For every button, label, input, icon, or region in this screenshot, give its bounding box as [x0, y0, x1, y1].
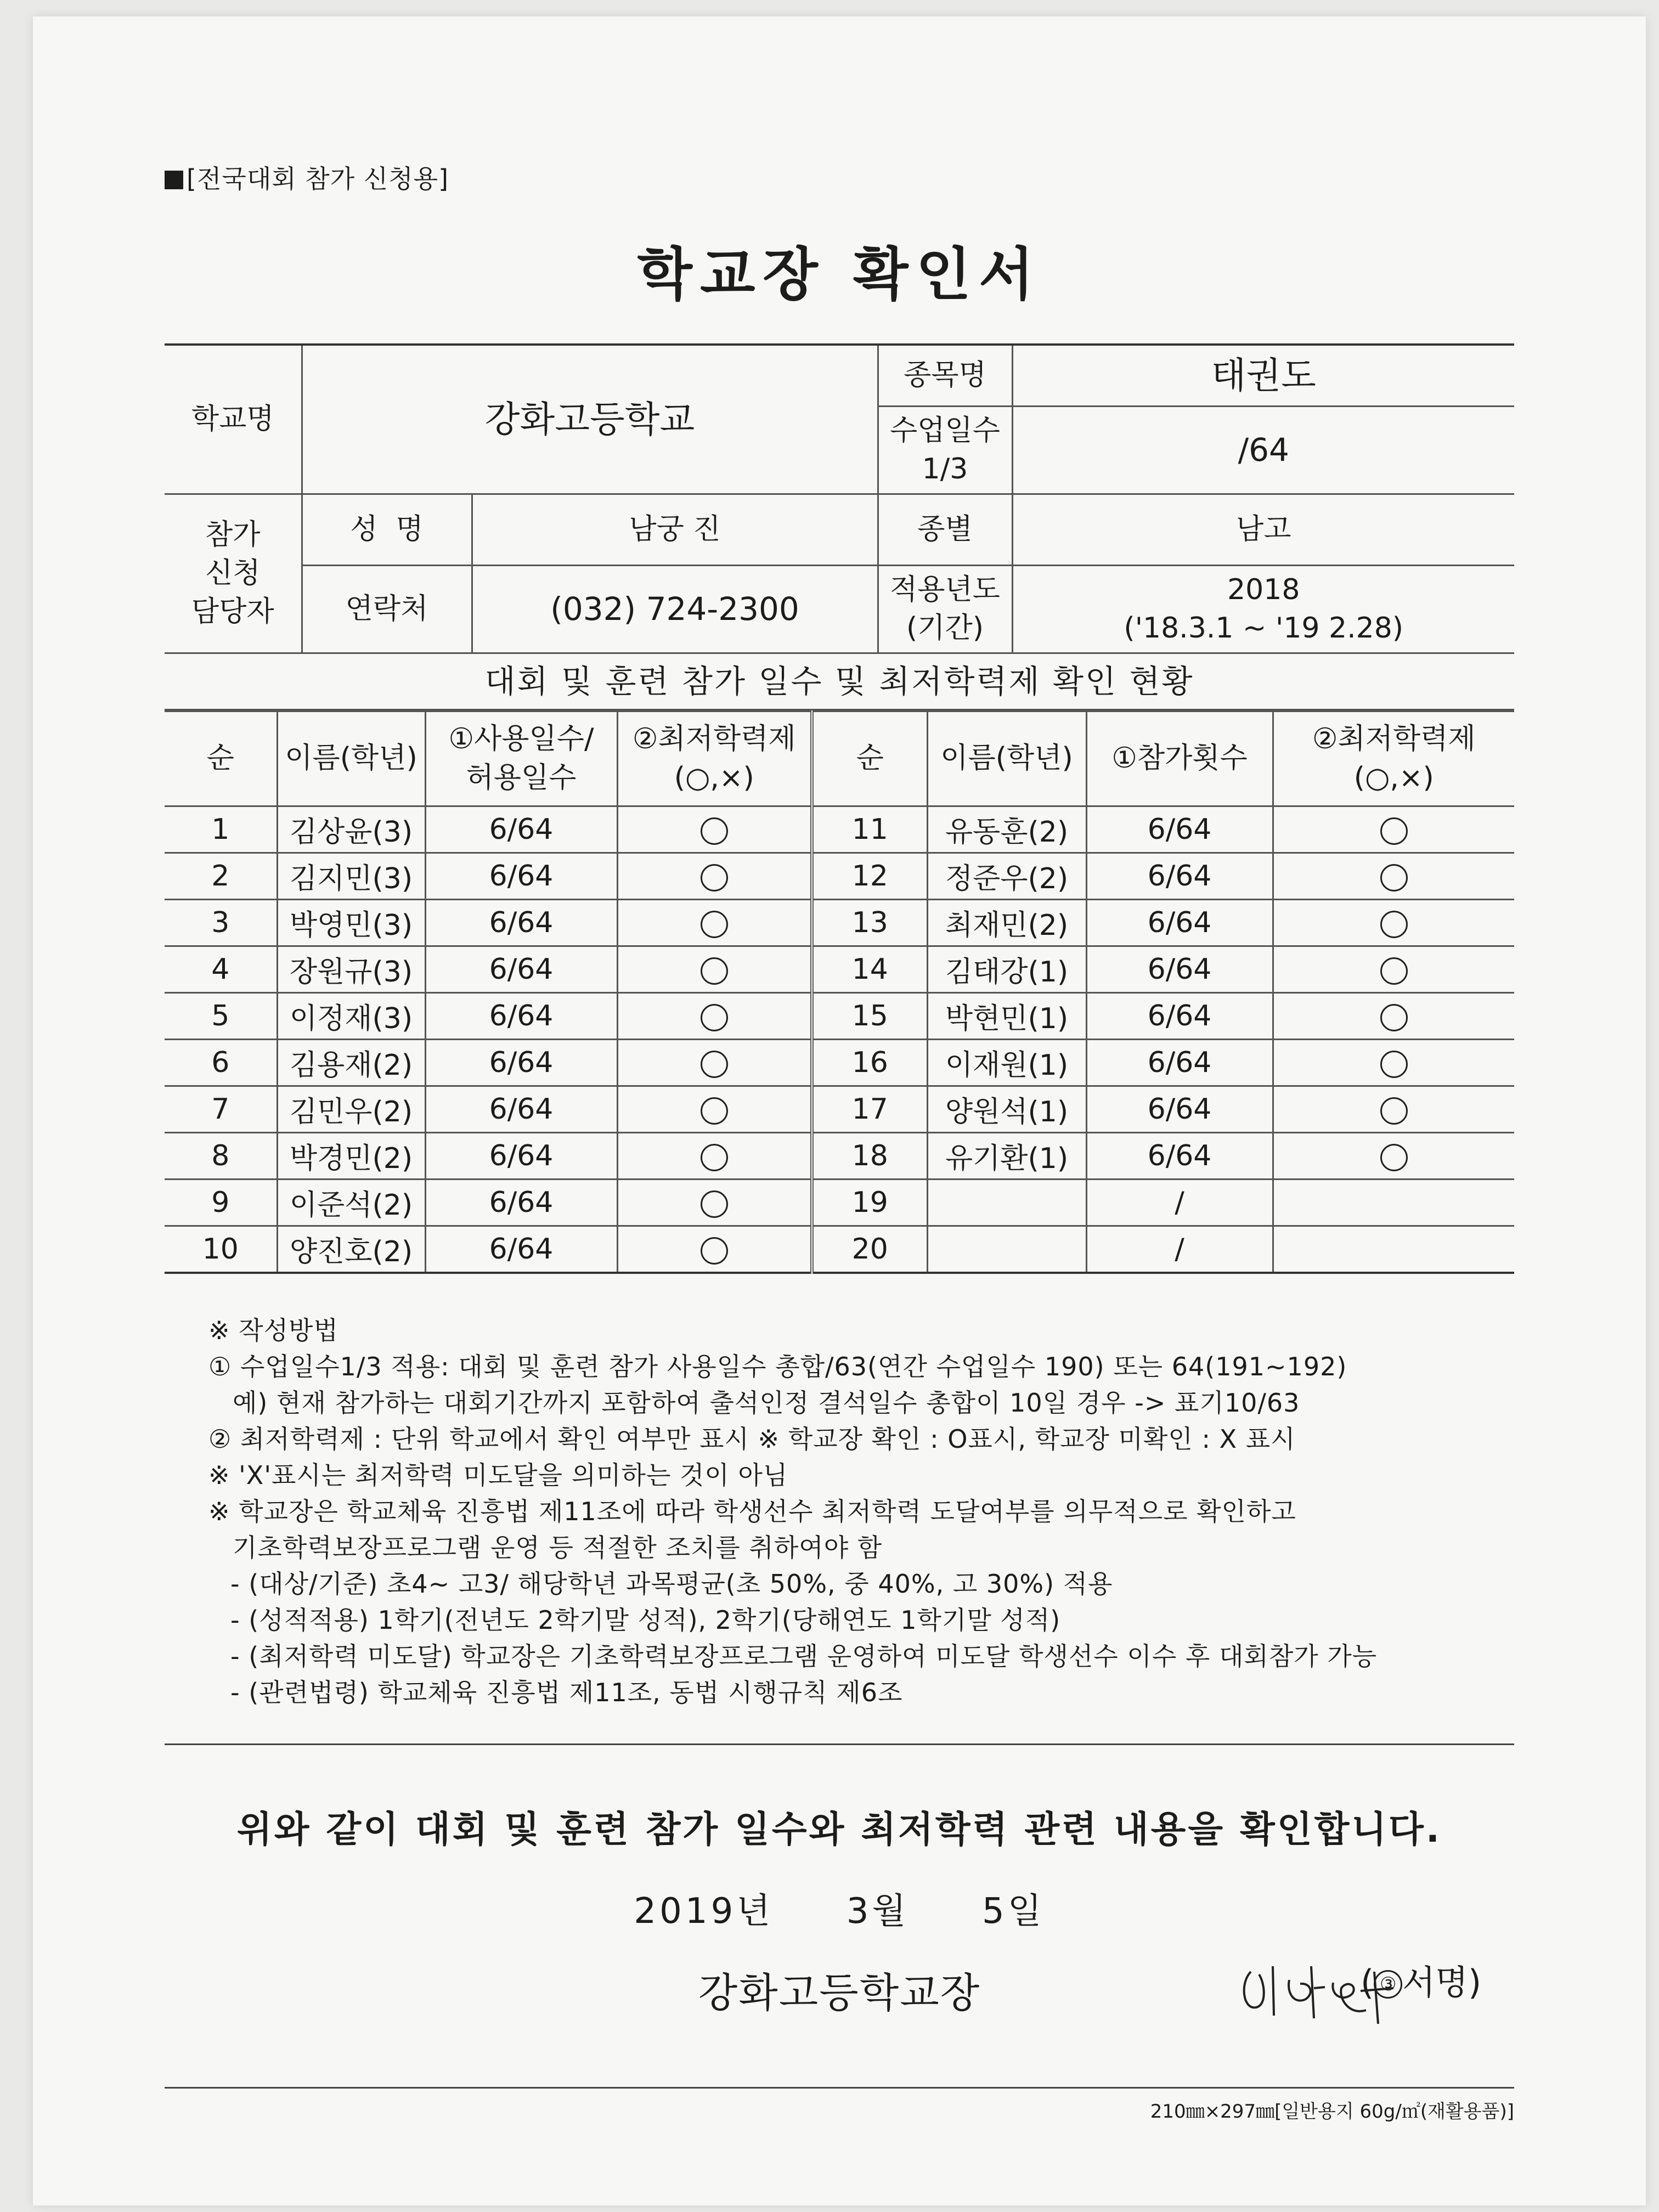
row-days: 6/64: [1086, 1039, 1273, 1086]
row-no: 5: [165, 992, 277, 1039]
row-days: 6/64: [425, 1179, 617, 1226]
row-days: /: [1086, 1226, 1273, 1273]
note-line: - (대상/기준) 초4~ 고3/ 해당학년 과목평균(초 50%, 중 40%, 고 30%) 적용: [230, 1568, 1113, 1599]
days-value: /64: [1012, 406, 1514, 494]
row-no: 13: [812, 899, 927, 946]
year-value-line2: ('18.3.1 ~ '19 2.28): [1124, 612, 1404, 645]
row-days: 6/64: [425, 1132, 617, 1179]
row-days: 6/64: [425, 899, 617, 946]
row-name: 김용재(2): [277, 1039, 425, 1086]
row-no: 6: [165, 1039, 277, 1086]
note-line: 기초학력보장프로그램 운영 등 적절한 조치를 취하여야 함: [233, 1532, 883, 1562]
status-table: [165, 710, 1514, 1274]
header-no-right: 순: [812, 711, 927, 806]
row-name: 김상윤(3): [277, 806, 425, 853]
row-check: [1273, 1179, 1514, 1226]
row-name: 김태강(1): [927, 946, 1086, 992]
form-tag-text: [전국대회 참가 신청용]: [187, 164, 449, 194]
row-check: [617, 946, 812, 992]
row-days: 6/64: [425, 1226, 617, 1273]
row-days: 6/64: [1086, 946, 1273, 992]
note-line: ※ 학교장은 학교체육 진흥법 제11조에 따라 학생선수 최저학력 도달여부를 의무적으로 확인하고: [208, 1496, 1296, 1526]
header-academic-left: [617, 711, 812, 806]
header-name-left: 이름(학년): [277, 711, 425, 806]
row-check: [1273, 1132, 1514, 1179]
row-name: 최재민(2): [927, 899, 1086, 946]
gender-label: 종별: [878, 494, 1012, 565]
footer-divider: [165, 2087, 1514, 2089]
row-no: 20: [812, 1226, 927, 1273]
row-days: 6/64: [1086, 1132, 1273, 1179]
principal-signature-block: [165, 1950, 1514, 2027]
circle-mark-icon: [1380, 1051, 1408, 1078]
contact-label: 연락처: [302, 565, 472, 653]
row-name: 박경민(2): [277, 1132, 425, 1179]
school-value: 강화고등학교: [302, 345, 878, 494]
form-tag: [165, 159, 1514, 195]
note-line: ② 최저학력제 : 단위 학교에서 확인 여부만 표시 ※ 학교장 확인 : O표시, 학교장 미확인 : X 표시: [208, 1424, 1296, 1454]
days-label-line1: 수업일수: [890, 414, 1000, 447]
row-no: 4: [165, 946, 277, 992]
header-name-right: 이름(학년): [927, 711, 1086, 806]
days-label: [878, 406, 1012, 494]
row-no: 14: [812, 946, 927, 992]
row-days: 6/64: [425, 1086, 617, 1132]
row-check: [617, 806, 812, 853]
row-no: 10: [165, 1226, 277, 1273]
row-check: [1273, 899, 1514, 946]
row-check: [617, 853, 812, 899]
row-no: 18: [812, 1132, 927, 1179]
header-count-right: ①참가횟수: [1086, 711, 1273, 806]
row-days: 6/64: [1086, 1086, 1273, 1132]
row-name: 장원규(3): [277, 946, 425, 992]
row-name: 양진호(2): [277, 1226, 425, 1273]
header-days-left-line1: ①사용일수/: [448, 723, 594, 756]
row-check: [1273, 806, 1514, 853]
row-no: 11: [812, 806, 927, 853]
school-label: 학교명: [165, 345, 302, 494]
notes-heading: ※ 작성방법: [208, 1315, 338, 1345]
circle-mark-icon: [701, 817, 728, 845]
row-no: 2: [165, 853, 277, 899]
circle-mark-icon: [701, 864, 728, 891]
row-no: 17: [812, 1086, 927, 1132]
sport-label: 종목명: [878, 345, 1012, 406]
note-line: - (최저학력 미도달) 학교장은 기초학력보장프로그램 운영하여 미도달 학생선수 이수 후 대회참가 가능: [230, 1641, 1378, 1671]
applicant-label-line3: 담당자: [191, 595, 274, 629]
row-check: [617, 1039, 812, 1086]
row-check: [617, 992, 812, 1039]
row-days: 6/64: [1086, 992, 1273, 1039]
sign-number: ③: [1374, 1970, 1402, 1999]
row-no: 12: [812, 853, 927, 899]
header-academic-left-line1: ②최저학력제: [632, 723, 796, 756]
table-row: [165, 1086, 1514, 1132]
row-no: 9: [165, 1179, 277, 1226]
table-row: [165, 1226, 1514, 1273]
row-name: 박영민(3): [277, 899, 425, 946]
applicant-label-line1: 참가: [205, 518, 261, 551]
row-name: 박현민(1): [927, 992, 1086, 1039]
circle-mark-icon: [1380, 1144, 1408, 1171]
applicant-label: [165, 494, 302, 653]
row-no: 16: [812, 1039, 927, 1086]
table-row: [165, 806, 1514, 853]
row-check: [617, 1179, 812, 1226]
document-sheet: [33, 16, 1646, 2205]
sport-value: 태권도: [1012, 345, 1514, 406]
table-row: [165, 1132, 1514, 1179]
sign-mark: [1361, 1955, 1481, 2004]
row-name: 김민우(2): [277, 1086, 425, 1132]
row-name: 김지민(3): [277, 853, 425, 899]
row-name: 양원석(1): [927, 1086, 1086, 1132]
header-academic-right-line2: (○,×): [1353, 761, 1434, 794]
gender-value: 남고: [1012, 494, 1514, 565]
circle-mark-icon: [701, 1097, 728, 1125]
row-no: 7: [165, 1086, 277, 1132]
row-no: 3: [165, 899, 277, 946]
row-no: 8: [165, 1132, 277, 1179]
row-no: 1: [165, 806, 277, 853]
sign-open-paren: (: [1361, 1962, 1374, 2002]
row-check: [617, 1226, 812, 1273]
row-name: 이정재(3): [277, 992, 425, 1039]
info-table: [165, 343, 1514, 654]
row-days: /: [1086, 1179, 1273, 1226]
row-name: 정준우(2): [927, 853, 1086, 899]
name-value: 남궁 진: [472, 494, 878, 565]
row-days: 6/64: [425, 853, 617, 899]
circle-mark-icon: [1380, 957, 1408, 985]
days-label-line2: 1/3: [922, 453, 968, 486]
header-days-left-line2: 허용일수: [466, 761, 577, 794]
circle-mark-icon: [701, 957, 728, 985]
year-label-line1: 적용년도: [890, 573, 1000, 606]
circle-mark-icon: [701, 1190, 728, 1218]
confirmation-date: 2019년 3월 5일: [634, 1891, 1045, 1932]
principal-name: 강화고등학교장: [698, 1969, 981, 2017]
row-days: 6/64: [1086, 806, 1273, 853]
table-row: [165, 899, 1514, 946]
row-days: 6/64: [425, 946, 617, 992]
row-check: [1273, 1086, 1514, 1132]
row-days: 6/64: [425, 992, 617, 1039]
square-bullet-icon: [165, 171, 183, 189]
row-name: [927, 1226, 1086, 1273]
row-check: [617, 1086, 812, 1132]
header-academic-right: [1273, 711, 1514, 806]
row-check: [617, 1132, 812, 1179]
row-no: 19: [812, 1179, 927, 1226]
name-label: 성 명: [302, 494, 472, 565]
header-no-left: 순: [165, 711, 277, 806]
table-row: [165, 853, 1514, 899]
note-line: - (성적적용) 1학기(전년도 2학기말 성적), 2학기(당해연도 1학기말 성적): [230, 1605, 1061, 1635]
row-days: 6/64: [425, 806, 617, 853]
row-days: 6/64: [1086, 853, 1273, 899]
circle-mark-icon: [701, 911, 728, 938]
circle-mark-icon: [701, 1004, 728, 1031]
row-no: 15: [812, 992, 927, 1039]
circle-mark-icon: [1380, 817, 1408, 845]
document-title: 학교장 확인서: [637, 241, 1042, 308]
row-check: [1273, 1226, 1514, 1273]
header-days-left: [425, 711, 617, 806]
row-check: [1273, 1039, 1514, 1086]
table-row: [165, 992, 1514, 1039]
circle-mark-icon: [1380, 1097, 1408, 1125]
note-line: ※ 'X'표시는 최저학력 미도달을 의미하는 것이 아님: [208, 1460, 788, 1490]
header-academic-left-line2: (○,×): [674, 761, 754, 794]
status-title: 대회 및 훈련 참가 일수 및 최저학력제 확인 현황: [165, 654, 1514, 710]
contact-value: (032) 724-2300: [472, 565, 878, 653]
row-days: 6/64: [425, 1039, 617, 1086]
header-academic-right-line1: ②최저학력제: [1312, 723, 1476, 756]
note-line: ① 수업일수1/3 적용: 대회 및 훈련 참가 사용일수 총합/63(연간 수업일수 190) 또는 64(191~192): [208, 1351, 1347, 1381]
table-row: [165, 1179, 1514, 1226]
notes-section: [165, 1312, 1514, 1711]
note-line: 예) 현재 참가하는 대회기간까지 포함하여 출석인정 결석일수 총합이 10일 경우 -> 표기10/63: [233, 1387, 1300, 1418]
row-name: 이준석(2): [277, 1179, 425, 1226]
row-name: [927, 1179, 1086, 1226]
row-name: 유기환(1): [927, 1132, 1086, 1179]
table-row: [165, 1039, 1514, 1086]
circle-mark-icon: [1380, 864, 1408, 891]
circle-mark-icon: [1380, 911, 1408, 938]
document-content: [165, 159, 1514, 2123]
row-name: 유동훈(2): [927, 806, 1086, 853]
paper-spec: 210㎜×297㎜[일반용지 60g/㎡(재활용품)]: [1150, 2100, 1514, 2123]
row-name: 이재원(1): [927, 1039, 1086, 1086]
row-days: 6/64: [1086, 899, 1273, 946]
row-check: [617, 899, 812, 946]
year-value-line1: 2018: [1227, 573, 1300, 606]
divider: [165, 1743, 1514, 1745]
row-check: [1273, 992, 1514, 1039]
table-row: [165, 946, 1514, 992]
circle-mark-icon: [1380, 1004, 1408, 1031]
year-label-line2: (기간): [906, 612, 984, 645]
applicant-label-line2: 신청: [205, 556, 261, 590]
circle-mark-icon: [701, 1237, 728, 1265]
circle-mark-icon: [701, 1144, 728, 1171]
year-value: [1012, 565, 1514, 653]
sign-label: 서명): [1402, 1962, 1482, 2002]
year-label: [878, 565, 1012, 653]
confirmation-statement: 위와 같이 대회 및 훈련 참가 일수와 최저학력 관련 내용을 확인합니다.: [236, 1808, 1442, 1850]
row-check: [1273, 946, 1514, 992]
note-line: - (관련법령) 학교체육 진흥법 제11조, 동법 시행규칙 제6조: [230, 1677, 903, 1707]
circle-mark-icon: [701, 1051, 728, 1078]
row-check: [1273, 853, 1514, 899]
